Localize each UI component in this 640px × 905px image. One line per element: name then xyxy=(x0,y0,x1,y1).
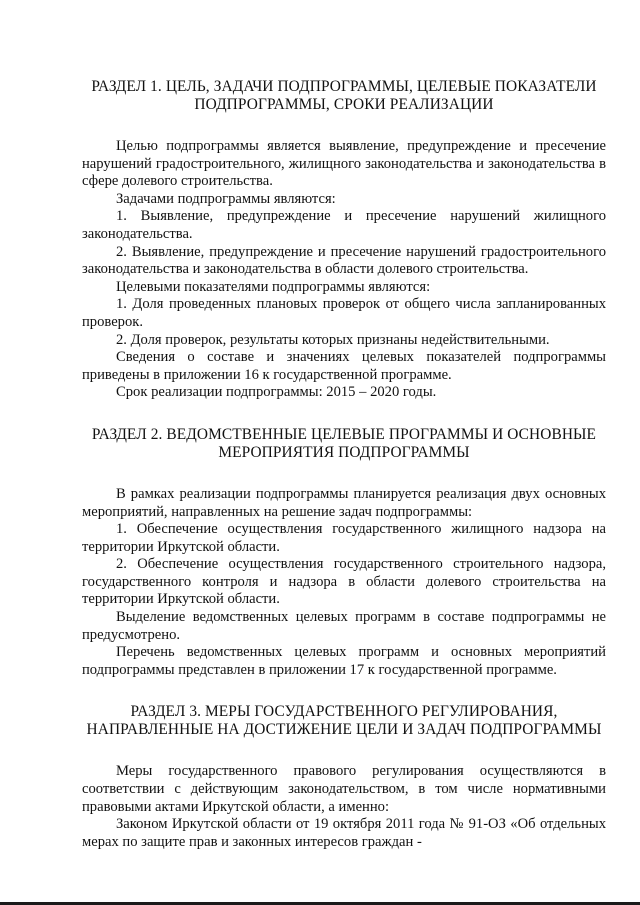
section-3-heading xyxy=(82,703,606,739)
paragraph: 1. Выявление, предупреждение и пресечение нарушений жилищного законодательства. xyxy=(82,208,606,242)
paragraph: 2. Обеспечение осуществления государственного строительного надзора, государственного контроля и надзора в области долевого строительства на территории Иркутской области. xyxy=(82,556,606,608)
page-content xyxy=(82,78,606,851)
paragraph: Перечень ведомственных целевых программ и основных мероприятий подпрограммы представлен в приложении 17 к государственной программе. xyxy=(82,644,606,678)
paragraph: 2. Выявление, предупреждение и пресечение нарушений градостроительного законодательства и законодательства в области долевого строительства. xyxy=(82,243,606,278)
paragraph: Задачами подпрограммы являются: xyxy=(116,190,336,207)
paragraph: Целевыми показателями подпрограммы являются: xyxy=(116,278,431,295)
paragraph: 1. Доля проведенных плановых проверок от общего числа запланированных проверок. xyxy=(82,296,606,330)
section-1 xyxy=(82,78,606,402)
paragraph: 2. Доля проверок, результаты которых признаны недействительными. xyxy=(116,331,550,348)
section-3 xyxy=(82,703,606,851)
paragraph: Целью подпрограммы является выявление, предупреждение и пресечение нарушений градостроительного, жилищного законодательства и законодательства в сфере долевого строительства. xyxy=(82,138,606,190)
section-2-heading xyxy=(82,426,606,462)
section-2-heading-line2: МЕРОПРИЯТИЯ ПОДПРОГРАММЫ xyxy=(218,443,470,461)
paragraph: Сведения о составе и значениях целевых показателей подпрограммы приведены в приложении 16 к государственной программе. xyxy=(82,349,606,383)
paragraph: Выделение ведомственных целевых программ в составе подпрограммы не предусмотрено. xyxy=(82,609,606,643)
section-2 xyxy=(82,426,606,680)
paragraph: Законом Иркутской области от 19 октября 2011 года № 91-ОЗ «Об отдельных мерах по защите прав и законных интересов граждан - xyxy=(82,816,606,850)
section-1-heading xyxy=(82,78,606,114)
paragraph: В рамках реализации подпрограммы планируется реализация двух основных мероприятий, направленных на решение задач подпрограммы: xyxy=(82,485,606,520)
section-1-heading-line1: РАЗДЕЛ 1. ЦЕЛЬ, ЗАДАЧИ ПОДПРОГРАММЫ, ЦЕЛЕВЫЕ ПОКАЗАТЕЛИ xyxy=(91,78,597,95)
paragraph: 1. Обеспечение осуществления государственного жилищного надзора на территории Иркутской области. xyxy=(82,521,606,555)
paragraph: Меры государственного правового регулирования осуществляются в соответствии с действующим законодательством, в том числе нормативными правовыми актами Иркутской области, а именно: xyxy=(82,763,606,815)
section-3-heading-line2: НАПРАВЛЕННЫЕ НА ДОСТИЖЕНИЕ ЦЕЛИ И ЗАДАЧ ПОДПРОГРАММЫ xyxy=(86,721,602,739)
section-2-heading-line1: РАЗДЕЛ 2. ВЕДОМСТВЕННЫЕ ЦЕЛЕВЫЕ ПРОГРАММЫ И ОСНОВНЫЕ xyxy=(91,425,597,443)
section-1-heading-line2: ПОДПРОГРАММЫ, СРОКИ РЕАЛИЗАЦИИ xyxy=(194,96,494,113)
paragraph: Срок реализации подпрограммы: 2015 – 2020 годы. xyxy=(116,384,437,401)
section-3-heading-line1: РАЗДЕЛ 3. МЕРЫ ГОСУДАРСТВЕННОГО РЕГУЛИРОВАНИЯ, xyxy=(130,703,558,721)
